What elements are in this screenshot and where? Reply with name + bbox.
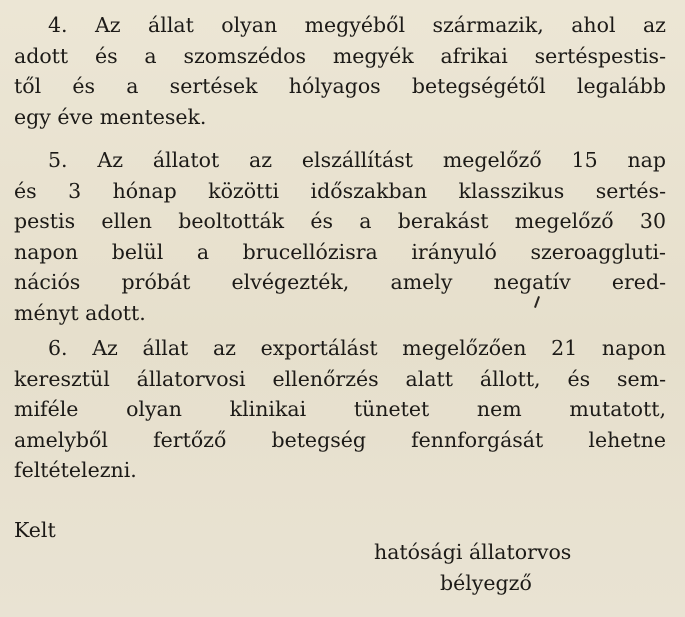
text-line: napon belül a brucellózisra irányuló szeroaggluti- [14,239,666,264]
place-date-label: Kelt [14,518,56,542]
text-line: 6. Az állat az exportálást megelőzően 21 napon [48,336,666,360]
text-line: pestis ellen beoltották és a berakást megelőző 30 [14,209,666,233]
official-title: hatósági állatorvos [374,540,572,564]
text-line: és 3 hónap közötti időszakban klasszikus sertés- [14,178,666,203]
paragraph-6 [14,333,666,486]
paragraph-5 [14,145,666,328]
text-line: 5. Az állatot az elszállítást megelőző 15 nap [48,148,666,172]
stamp-label: bélyegző [440,571,532,595]
text-line: adott és a szomszédos megyék afrikai sertéspestis- [14,43,666,68]
text-line: egy éve mentesek. [14,104,207,129]
text-line: feltételezni. [14,458,137,482]
text-line: amelyből fertőző betegség fennforgását lehetne [14,427,666,452]
text-line: nációs próbát elvégezték, amely negatív ered- [14,270,666,294]
text-line: keresztül állatorvosi ellenőrzés alatt állott, és sem- [14,366,666,391]
text-line: ményt adott. [14,300,146,325]
text-line: miféle olyan klinikai tünetet nem mutatott, [14,397,666,421]
text-line: 4. Az állat olyan megyéből származik, ahol az [48,13,666,37]
text-line: től és a sertések hólyagos betegségétől legalább [14,74,666,98]
paragraph-4 [14,10,666,132]
